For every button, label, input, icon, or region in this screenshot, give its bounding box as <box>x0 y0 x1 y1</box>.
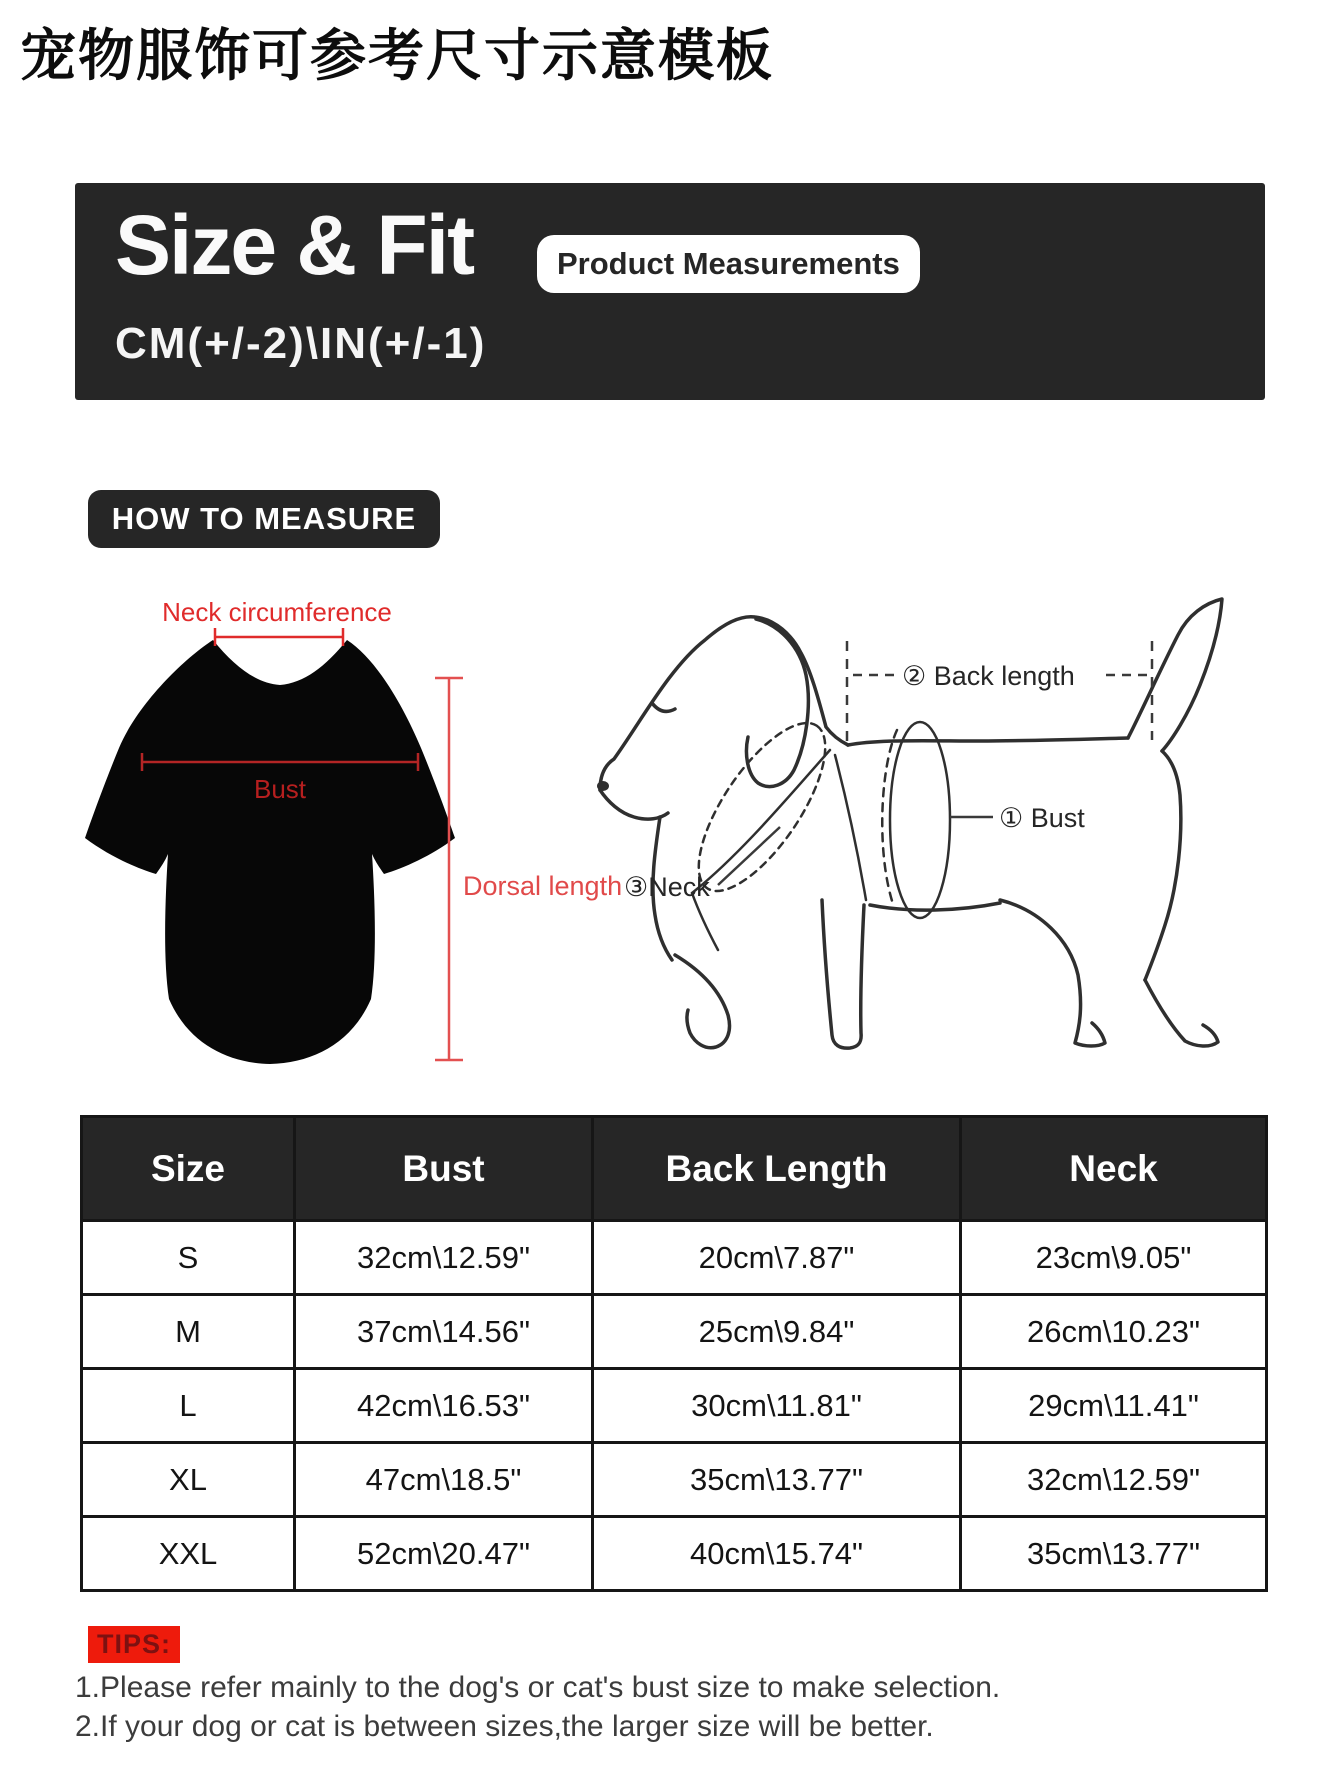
cell-bust: 47cm\18.5" <box>295 1443 593 1517</box>
cell-neck: 26cm\10.23" <box>961 1295 1267 1369</box>
table-row <box>82 1221 1267 1295</box>
cell-neck: 23cm\9.05" <box>961 1221 1267 1295</box>
cell-size: L <box>82 1369 295 1443</box>
table-row <box>82 1517 1267 1591</box>
cell-bust: 42cm\16.53" <box>295 1369 593 1443</box>
dog-neck-label: ③Neck <box>624 872 710 902</box>
col-header-bust: Bust <box>295 1117 593 1221</box>
product-measurements-pill: Product Measurements <box>537 235 920 293</box>
tip-item-1: 1.Please refer mainly to the dog's or cat's bust size to make selection. <box>75 1671 1001 1704</box>
cell-neck: 35cm\13.77" <box>961 1517 1267 1591</box>
cell-back-length: 35cm\13.77" <box>593 1443 961 1517</box>
measure-diagram <box>0 555 1340 1085</box>
col-header-back-length: Back Length <box>593 1117 961 1221</box>
dog-bust-ellipse <box>890 722 950 918</box>
dog-bust-label: ① Bust <box>999 803 1085 833</box>
size-fit-heading: Size & Fit <box>115 198 474 292</box>
cell-size: S <box>82 1221 295 1295</box>
cell-back-length: 25cm\9.84" <box>593 1295 961 1369</box>
table-row <box>82 1369 1267 1443</box>
tips-badge: TIPS: <box>88 1626 180 1663</box>
cell-back-length: 30cm\11.81" <box>593 1369 961 1443</box>
cell-back-length: 20cm\7.87" <box>593 1221 961 1295</box>
shirt-bust-label: Bust <box>253 774 307 804</box>
cell-bust: 37cm\14.56" <box>295 1295 593 1369</box>
cell-neck: 32cm\12.59" <box>961 1443 1267 1517</box>
tolerance-note: CM(+/-2)\IN(+/-1) <box>115 319 487 368</box>
col-header-neck: Neck <box>961 1117 1267 1221</box>
table-row <box>82 1295 1267 1369</box>
cell-size: M <box>82 1295 295 1369</box>
dog-ear <box>746 619 808 787</box>
shirt-dorsal-label: Dorsal length <box>463 871 623 901</box>
cell-size: XL <box>82 1443 295 1517</box>
dog-back-length-label: ② Back length <box>902 661 1075 691</box>
page-title: 宠物服饰可参考尺寸示意模板 <box>20 24 774 87</box>
tshirt-silhouette <box>85 640 455 1064</box>
cell-size: XXL <box>82 1517 295 1591</box>
col-header-size: Size <box>82 1117 295 1221</box>
size-table <box>80 1115 1268 1592</box>
tips-list <box>75 1668 1325 1746</box>
shirt-neck-label: Neck circumference <box>162 597 392 627</box>
dog-nose <box>597 781 609 791</box>
cell-neck: 29cm\11.41" <box>961 1369 1267 1443</box>
table-row <box>82 1443 1267 1517</box>
cell-bust: 52cm\20.47" <box>295 1517 593 1591</box>
size-table-header-row <box>82 1117 1267 1221</box>
size-fit-banner <box>75 183 1265 400</box>
how-to-measure-badge: HOW TO MEASURE <box>88 490 440 548</box>
cell-bust: 32cm\12.59" <box>295 1221 593 1295</box>
dog-eye <box>652 703 675 711</box>
cell-back-length: 40cm\15.74" <box>593 1517 961 1591</box>
dog-raised-leg <box>675 955 730 1048</box>
tip-item-2: 2.If your dog or cat is between sizes,the larger size will be better. <box>75 1710 934 1743</box>
